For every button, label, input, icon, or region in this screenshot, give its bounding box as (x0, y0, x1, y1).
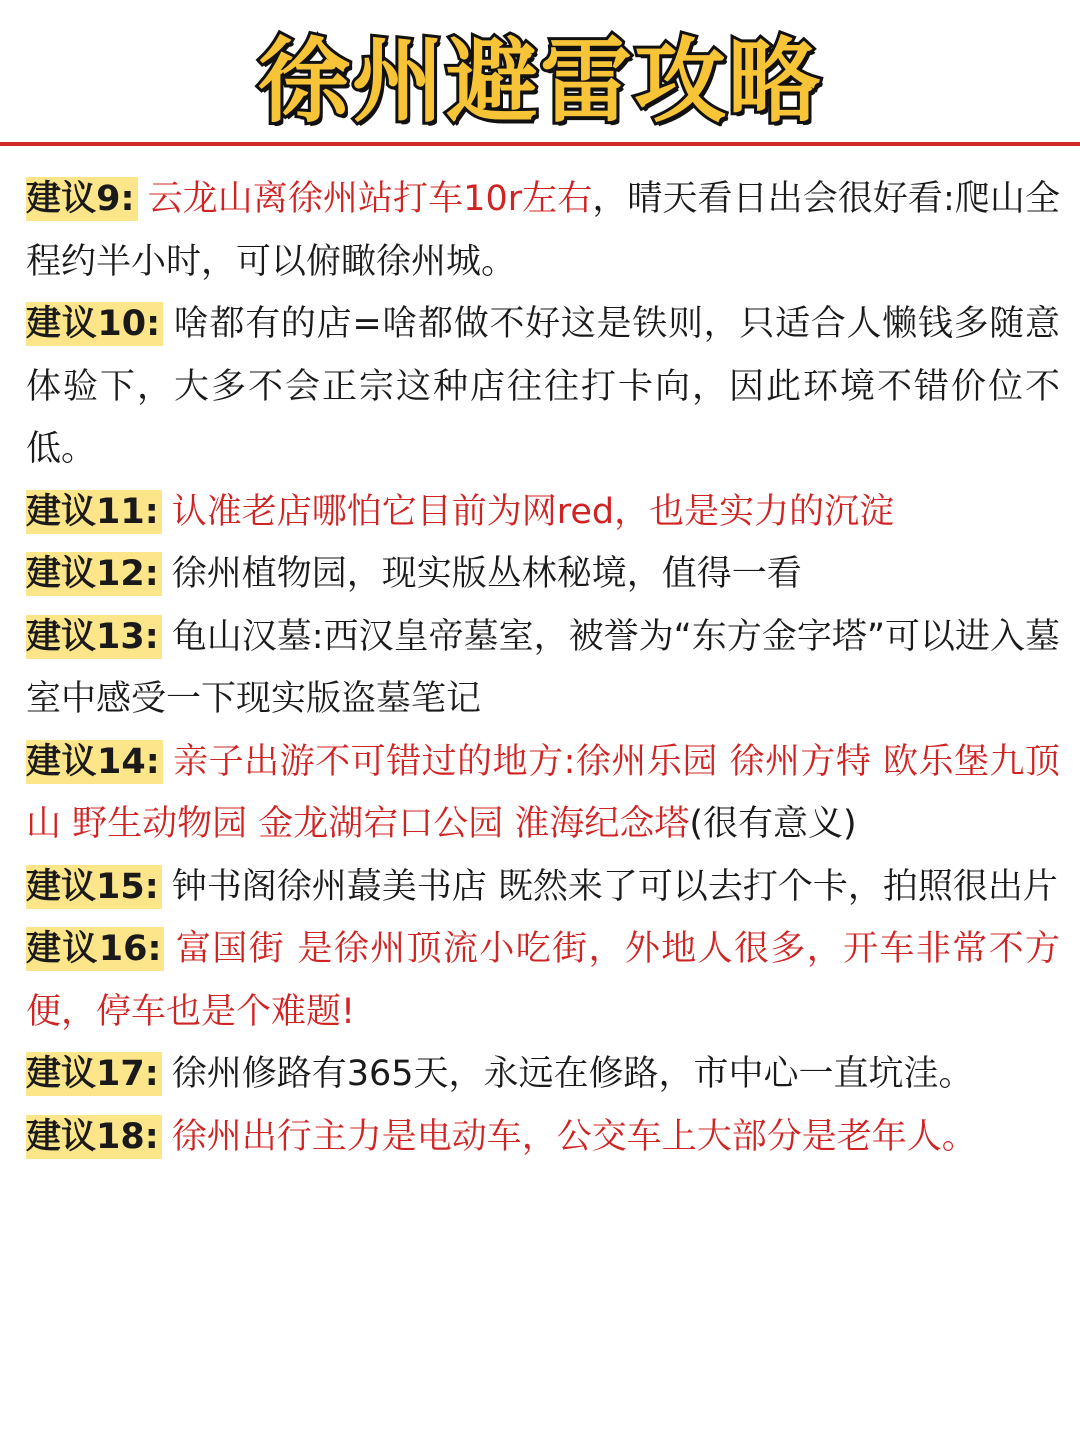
tip-label: 建议9: (26, 177, 138, 221)
tip-text: 龟山汉墓:西汉皇帝墓室，被誉为“东方金字塔”可以进入墓室中感受一下现实版盗墓笔记 (26, 616, 1061, 719)
tip-label: 建议17: (26, 1052, 162, 1096)
tip-highlight-text: 认准老店哪怕它目前为网red，也是实力的沉淀 (171, 491, 895, 532)
tips-list (26, 168, 1060, 1168)
tip-label: 建议13: (26, 615, 162, 659)
tip-15 (26, 856, 1060, 919)
tip-label: 建议12: (26, 552, 162, 596)
tip-9 (26, 168, 1060, 293)
tip-13 (26, 606, 1060, 731)
tip-highlight-text: 徐州出行主力是电动车，公交车上大部分是老年人。 (171, 1116, 977, 1157)
page-title: 徐州避雷攻略 (257, 28, 822, 135)
tip-12 (26, 543, 1060, 606)
tip-text: 徐州植物园，现实版丛林秘境，值得一看 (171, 554, 802, 594)
tip-label: 建议10: (26, 302, 163, 346)
tip-17 (26, 1043, 1060, 1106)
header (0, 0, 1080, 146)
tip-text: 啥都有的店=啥都做不好这是铁则，只适合人懒钱多随意体验下，大多不会正宗这种店往往打卡向，因此环境不错价位不低。 (26, 304, 1060, 469)
tip-text: 徐州修路有365天，永远在修路，市中心一直坑洼。 (171, 1054, 974, 1094)
tip-18 (26, 1106, 1060, 1169)
tip-label: 建议11: (26, 490, 162, 534)
tip-16 (26, 918, 1060, 1043)
tip-11 (26, 481, 1060, 544)
tip-10 (26, 293, 1060, 481)
tip-14 (26, 731, 1060, 856)
tip-highlight-text: 亲子出游不可错过的地方:徐州乐园 徐州方特 欧乐堡九顶山 野生动物园 金龙湖宕口公园 淮海纪念塔 (26, 741, 1060, 844)
tip-text: (很有意义) (689, 804, 857, 844)
tip-label: 建议15: (26, 865, 162, 909)
tip-label: 建议16: (26, 927, 164, 971)
tip-highlight-text: 云龙山离徐州站打车10r左右 (147, 179, 593, 219)
tip-label: 建议18: (26, 1115, 162, 1159)
tip-label: 建议14: (26, 740, 163, 784)
tip-text: 钟书阁徐州蕞美书店 既然来了可以去打个卡，拍照很出片 (171, 866, 1058, 907)
tip-highlight-text: 富国街 是徐州顶流小吃街，外地人很多，开车非常不方便，停车也是个难题! (26, 929, 1061, 1032)
header-divider (0, 142, 1080, 146)
tip-text: ，晴天看日出会很好看:爬山全程约半小时，可以俯瞰徐州城。 (26, 179, 1060, 282)
